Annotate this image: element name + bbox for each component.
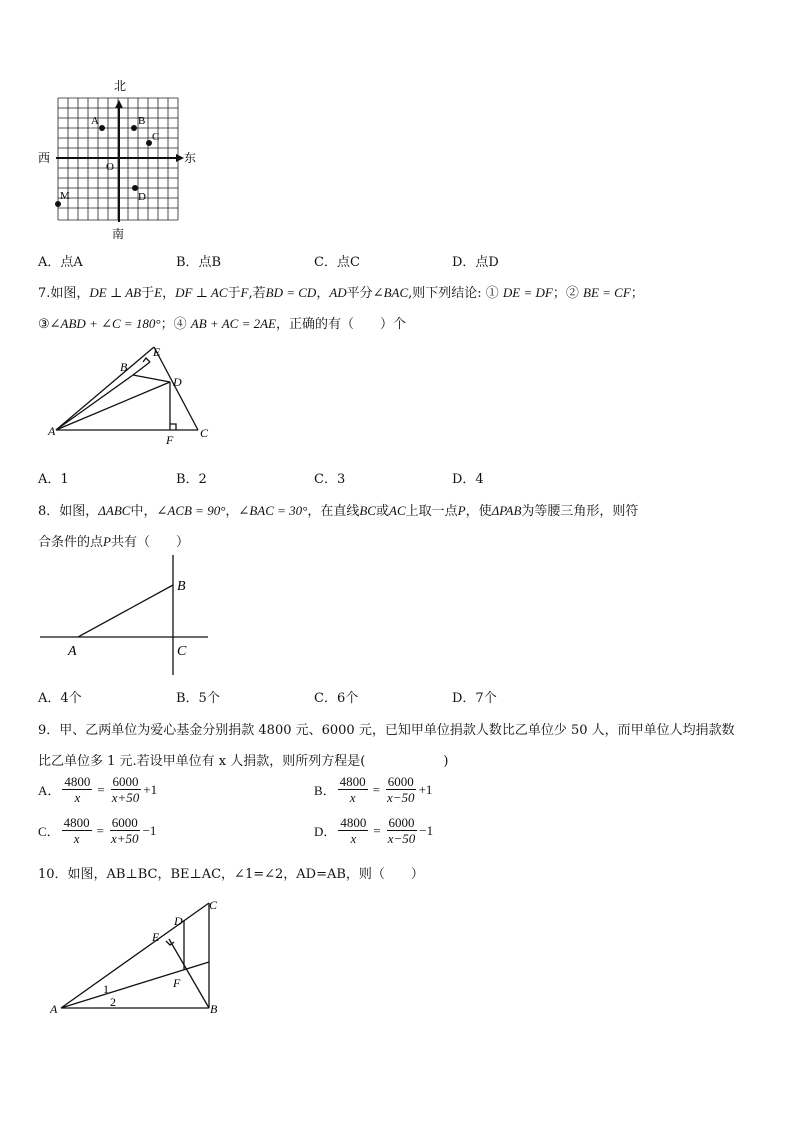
q8-label-b: B [177, 579, 186, 594]
q7-label-f: F [166, 433, 174, 447]
q7-label-e: E [153, 345, 161, 359]
label-o: O [106, 161, 114, 173]
q8-label-c: C [177, 644, 187, 659]
q8-stem-line1: 8．如图，ΔABC中，∠ACB = 90°，∠BAC = 30°，在直线BC或AC上取一点P，使ΔPAB为等腰三角形，则符 [38, 503, 639, 519]
x-axis-arrow-icon [176, 154, 184, 162]
q7-option-c: C．3 [314, 472, 346, 487]
q9-option-a: A． $\frac{4800}{x}$ = $\frac{6000}{x+50}$ +1 [38, 774, 158, 805]
q7-label-d: D [173, 375, 182, 389]
q7-option-d: D．4 [452, 472, 484, 487]
q9-stem-line1: 9．甲、乙两单位为爱心基金分别捐款 4800 元、6000 元，已知甲单位捐款人数比乙单位少 50 人，而甲单位人均捐款数 [38, 723, 735, 738]
label-d: D [138, 191, 146, 203]
q10-label-f: F [173, 976, 181, 990]
label-west: 西 [38, 151, 51, 165]
q8-stem-line2: 合条件的点P共有（ ） [38, 534, 189, 550]
q6-option-c: C．点C [314, 255, 360, 270]
label-b: B [138, 115, 146, 127]
label-a: A [91, 115, 99, 127]
q10-angle-1-label: 1 [103, 982, 109, 996]
q9-stem-line2: 比乙单位多 1 元.若设甲单位有 x 人捐款，则所列方程是( ) [38, 754, 449, 769]
q10-label-e: E [152, 930, 160, 944]
q6-option-b: B．点B [176, 255, 222, 270]
q8-option-b: B．5个 [176, 691, 220, 706]
q10-stem: 10．如图，AB⊥BC，BE⊥AC，∠1=∠2，AD=AB，则（ ） [38, 867, 424, 882]
q10-label-b: B [210, 1002, 218, 1016]
q7-option-a: A．1 [38, 472, 69, 487]
compass-grid-figure [36, 78, 206, 240]
label-north: 北 [114, 79, 127, 93]
q6-option-d: D．点D [452, 255, 499, 270]
q7-stem-line2: ③∠ABD + ∠C = 180°；④ AB + AC = 2AE，正确的有（ ）个 [38, 316, 406, 332]
q7-label-a: A [48, 424, 56, 438]
q7-option-b: B．2 [176, 472, 207, 487]
label-south: 南 [112, 227, 125, 241]
q7-label-b: B [120, 360, 128, 374]
q7-stem-line1: 7.如图，DE ⊥ AB于E，DF ⊥ AC于F,若BD = CD，AD平分∠BAC,则下列结论: ① DE = DF；② BE = CF； [38, 285, 644, 301]
q7-figure [40, 340, 220, 450]
point-b [131, 125, 137, 131]
y-axis-arrow-icon [115, 100, 123, 108]
q9-option-c: C． $\frac{4800}{x}$ = $\frac{6000}{x+50}$ −1 [38, 815, 157, 846]
q8-option-a: A．4个 [38, 691, 82, 706]
q9-option-b: B． $\frac{4800}{x}$ = $\frac{6000}{x-50}$ +1 [314, 774, 433, 805]
q10-angle-2-label: 2 [110, 995, 116, 1009]
q8-option-d: D．7个 [452, 691, 497, 706]
q8-option-c: C．6个 [314, 691, 359, 706]
q6-option-a: A．点A [38, 255, 83, 270]
q10-label-d: D [174, 914, 183, 928]
q8-label-a: A [68, 644, 77, 659]
label-east: 东 [184, 151, 197, 165]
q10-label-a: A [50, 1002, 58, 1016]
label-c: C [152, 131, 160, 143]
q9-option-d: D． $\frac{4800}{x}$ = $\frac{6000}{x-50}$ −1 [314, 815, 434, 846]
q7-label-c: C [200, 426, 209, 440]
q10-figure [46, 895, 236, 1020]
label-m: M [60, 190, 70, 202]
q8-figure [40, 555, 212, 677]
point-a [99, 125, 105, 131]
q10-label-c: C [209, 898, 218, 912]
